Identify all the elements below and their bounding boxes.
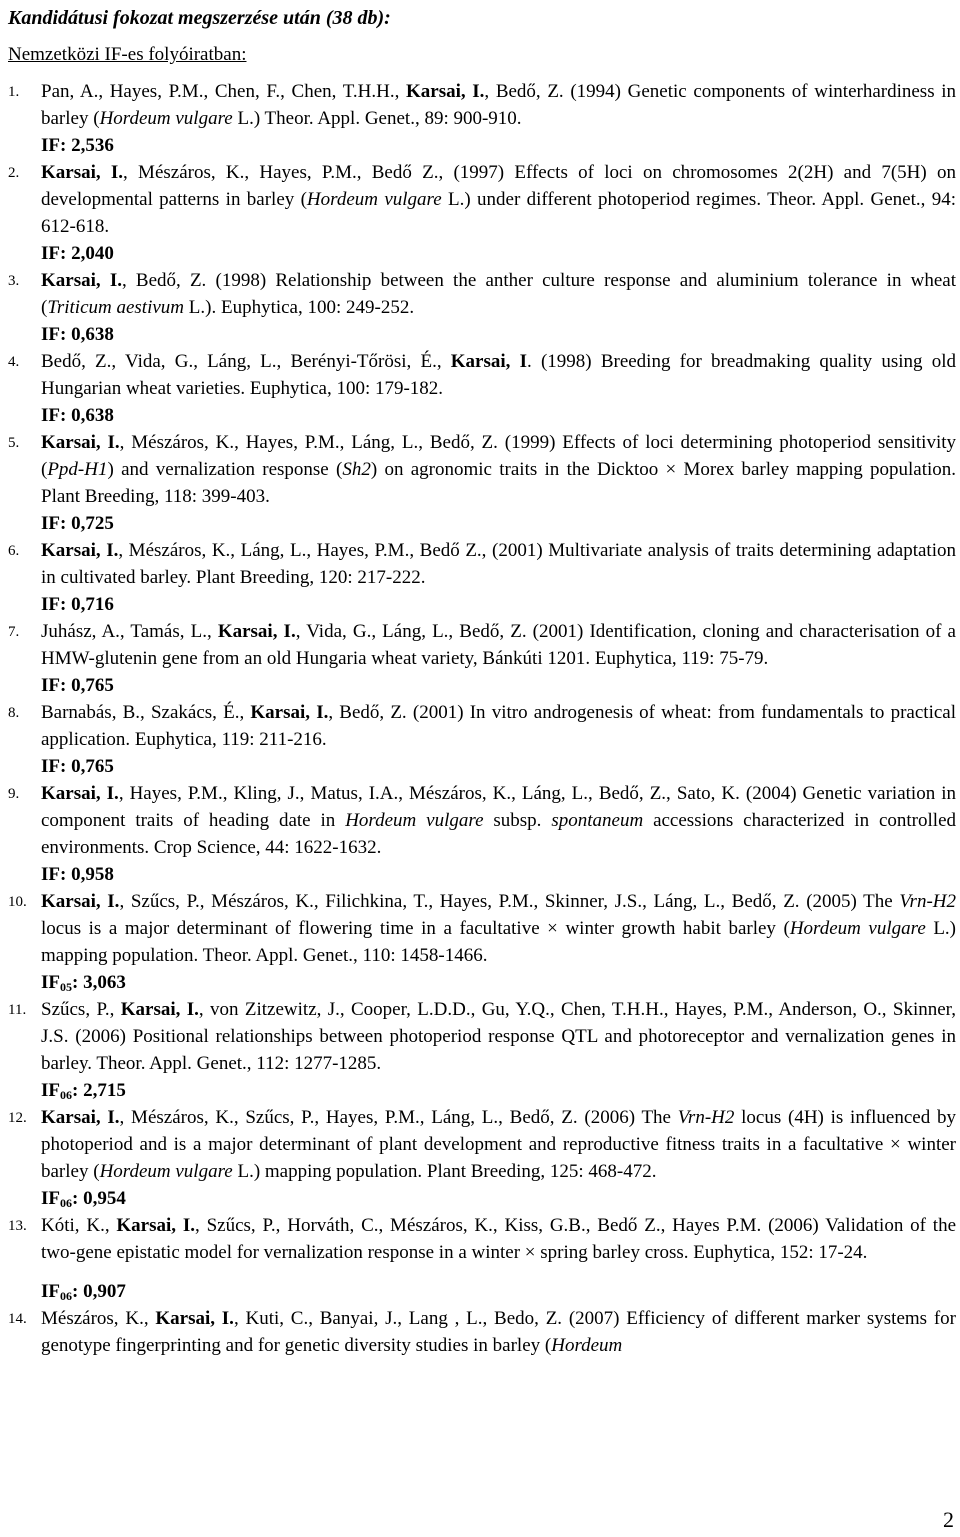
citation-segment: , Vida, G., Láng, L., Bedő, Z. (2001) Identification, cloning and characterisation of a HMW-glutenin gene from an old Hungaria wheat variety, Bánkúti 1201. Euphytica, 119: 75-79. [41,621,956,669]
publication-item [8,537,956,618]
author-highlight: Karsai, I. [41,891,120,912]
author-highlight: Karsai, I. [120,999,199,1020]
publication-item [8,1305,956,1359]
impact-factor: IF: 2,040 [41,243,114,264]
section-subtitle: Nemzetközi IF-es folyóiratban: [8,44,247,65]
impact-factor: IF: 0,725 [41,513,114,534]
publication-number: 7. [8,624,20,640]
impact-factor-label: IF [41,1080,60,1101]
publication-number: 2. [8,165,20,181]
impact-factor: IF: 0,716 [41,594,114,615]
impact-factor: IF: 2,536 [41,135,114,156]
citation-segment: ) and vernalization response ( [107,459,343,480]
publication-number: 1. [8,84,20,100]
publication-number: 8. [8,705,20,721]
italic-term: Ppd-H1 [47,459,108,480]
citation-segment: , Kuti, C., Banyai, J., Lang , L., Bedo, Z. (2007) Efficiency of different marker systems for genotype fingerprinting and for genetic diversity studies in barley ( [41,1308,957,1356]
impact-factor-label: IF [41,1281,60,1302]
publication-item [8,267,956,348]
section-title: Kandidátusi fokozat megszerzése után (38 db): [8,7,391,29]
author-highlight: Karsai, I. [41,270,122,291]
italic-term: Sh2 [342,459,371,480]
citation-text [41,621,956,669]
citation-segment: locus (4H) is influenced by photoperiod and is a major determinant of plant development and reproductive fitness traits in a facultative × winter barley ( [41,1107,956,1182]
citation-segment: Mészáros, K., [41,1308,156,1329]
publication-item [8,429,956,537]
citation-segment: L.) mapping population. Plant Breeding, 125: 468-472. [232,1161,657,1182]
citation-segment: subsp. [483,810,552,831]
publication-item [8,159,956,267]
citation-segment: Bedő, Z., Vida, G., Láng, L., Berényi-Tőrösi, É., [41,351,451,372]
citation-segment: , Mészáros, K., Láng, L., Hayes, P.M., Bedő Z., (2001) Multivariate analysis of traits determining adaptation in cultivated barley. Plant Breeding, 120: 217-222. [41,540,956,588]
author-highlight: Karsai, I. [116,1215,195,1236]
citation-text [41,702,956,750]
publication-item [8,888,956,996]
author-highlight: Karsai, I. [41,432,120,453]
impact-factor-value: : 3,063 [72,972,126,993]
citation-text [41,891,956,966]
impact-factor [41,1278,956,1305]
publication-number: 12. [8,1110,27,1126]
publication-item [8,348,956,429]
impact-factor-year: 06 [60,1088,72,1102]
citation-text [41,999,956,1074]
italic-term: Hordeum vulgare [99,108,233,129]
author-highlight: Karsai, I. [250,702,329,723]
publication-item [8,996,956,1104]
impact-factor: IF: 0,638 [41,324,114,345]
impact-factor-label: IF [41,972,60,993]
citation-segment: ) on agronomic traits in the Dicktoo × Morex barley mapping population. Plant Breeding, 118: 399-403. [41,459,957,507]
publication-number: 5. [8,435,20,451]
author-highlight: Karsai, I. [41,783,119,804]
italic-term: Hordeum [551,1335,623,1356]
citation-segment: L.). Euphytica, 100: 249-252. [184,297,415,318]
citation-text [41,162,956,237]
citation-text [41,540,956,588]
citation-segment: , Szűcs, P., Mészáros, K., Filichkina, T., Hayes, P.M., Skinner, J.S., Láng, L., Bedő, Z. (2005) The [119,891,900,912]
publication-number: 6. [8,543,20,559]
publication-item [8,780,956,888]
impact-factor-label: IF [41,1188,60,1209]
page-number: 2 [943,1507,954,1532]
citation-segment: , Bedő, Z. (2001) In vitro androgenesis of wheat: from fundamentals to practical application. Euphytica, 119: 211-216. [41,702,956,750]
impact-factor-value: : 2,715 [72,1080,126,1101]
citation-segment: Pan, A., Hayes, P.M., Chen, F., Chen, T.H.H., [41,81,406,102]
impact-factor [41,1185,956,1212]
citation-text [41,81,956,129]
citation-segment: , Szűcs, P., Horváth, C., Mészáros, K., Kiss, G.B., Bedő Z., Hayes P.M. (2006) Validation of the two-gene epistatic model for vernalization response in a winter × spring barley cross. Euphytica, 152: 17-24. [41,1215,957,1263]
citation-segment: L.) mapping population. Theor. Appl. Genet., 110: 1458-1466. [41,918,956,966]
publication-number: 4. [8,354,20,370]
publication-number: 11. [8,1002,27,1018]
publication-number: 13. [8,1218,27,1234]
italic-term: spontaneum [551,810,644,831]
citation-segment: L.) under different photoperiod regimes. Theor. Appl. Genet., 94: 612-618. [41,189,956,237]
citation-text [41,270,956,318]
publication-number: 3. [8,273,20,289]
publication-number: 9. [8,786,20,802]
citation-segment: , Mészáros, K., Hayes, P.M., Láng, L., Bedő, Z. (1999) Effects of loci determining photoperiod sensitivity ( [41,432,956,480]
publication-item [8,1104,956,1212]
citation-text [41,1107,956,1182]
publication-number: 10. [8,894,27,910]
impact-factor-year: 06 [60,1289,72,1303]
italic-term: Hordeum vulgare [345,810,484,831]
author-highlight: Karsai, I. [405,81,485,102]
citation-text [41,432,956,507]
citation-segment: Barnabás, B., Szakács, É., [41,702,251,723]
citation-segment: , Mészáros, K., Szűcs, P., Hayes, P.M., Láng, L., Bedő, Z. (2006) The [119,1107,678,1128]
italic-term: Triticum aestivum [47,297,185,318]
italic-term: Vrn-H2 [899,891,956,912]
citation-segment: , Bedő, Z. (1994) Genetic components of winterhardiness in barley ( [41,81,957,129]
citation-segment: L.) Theor. Appl. Genet., 89: 900-910. [232,108,522,129]
impact-factor [41,1077,956,1104]
italic-term: Vrn-H2 [677,1107,735,1128]
publication-item [8,699,956,780]
impact-factor-value: : 0,907 [72,1281,126,1302]
citation-segment: locus is a major determinant of flowering time in a facultative × winter growth habit barley ( [41,918,790,939]
citation-segment: Kóti, K., [41,1215,117,1236]
impact-factor-year: 06 [60,1196,72,1210]
citation-segment: accessions characterized in controlled environments. Crop Science, 44: 1622-1632. [41,810,957,858]
citation-segment: Juhász, A., Tamás, L., [41,621,218,642]
italic-term: Hordeum vulgare [789,918,926,939]
impact-factor-year: 05 [60,980,72,994]
italic-term: Hordeum vulgare [306,189,442,210]
publication-item [8,618,956,699]
author-highlight: Karsai, I. [217,621,296,642]
impact-factor: IF: 0,765 [41,756,114,777]
impact-factor: IF: 0,765 [41,675,114,696]
citation-text [41,783,956,858]
author-highlight: Karsai, I. [155,1308,234,1329]
citation-text [41,1215,956,1263]
impact-factor: IF: 0,638 [41,405,114,426]
citation-segment: , von Zitzewitz, J., Cooper, L.D.D., Gu, Y.Q., Chen, T.H.H., Hayes, P.M., Anderson, O., Skinner, J.S. (2006) Positional relationships between photoperiod response QTL and photoreceptor and vernalization genes in barley. Theor. Appl. Genet., 112: 1277-1285. [41,999,957,1074]
author-highlight: Karsai, I. [41,1107,120,1128]
citation-segment: , Mészáros, K., Hayes, P.M., Bedő Z., (1997) Effects of loci on chromosomes 2(2H) and 7(5H) on developmental patterns in barley ( [41,162,956,210]
impact-factor [41,969,956,996]
publication-item [8,1212,956,1305]
citation-text [41,1308,956,1356]
citation-segment: . (1998) Breeding for breadmaking quality using old Hungarian wheat varieties. Euphytica, 100: 179-182. [41,351,956,399]
publication-list [8,78,956,1359]
impact-factor-value: : 0,954 [72,1188,126,1209]
citation-segment: , Hayes, P.M., Kling, J., Matus, I.A., Mészáros, K., Láng, L., Bedő, Z., Sato, K. (2004) Genetic variation in component traits of heading date in [41,783,956,831]
publication-item [8,78,956,159]
citation-segment: , Bedő, Z. (1998) Relationship between the anther culture response and aluminium tolerance in wheat ( [41,270,956,318]
impact-factor: IF: 0,958 [41,864,114,885]
document-page [8,0,956,1359]
italic-term: Hordeum vulgare [99,1161,233,1182]
publication-number: 14. [8,1311,27,1327]
citation-segment: Szűcs, P., [41,999,121,1020]
author-highlight: Karsai, I. [41,540,119,561]
author-highlight: Karsai, I. [41,162,124,183]
citation-text [41,351,956,399]
author-highlight: Karsai, I [450,351,528,372]
